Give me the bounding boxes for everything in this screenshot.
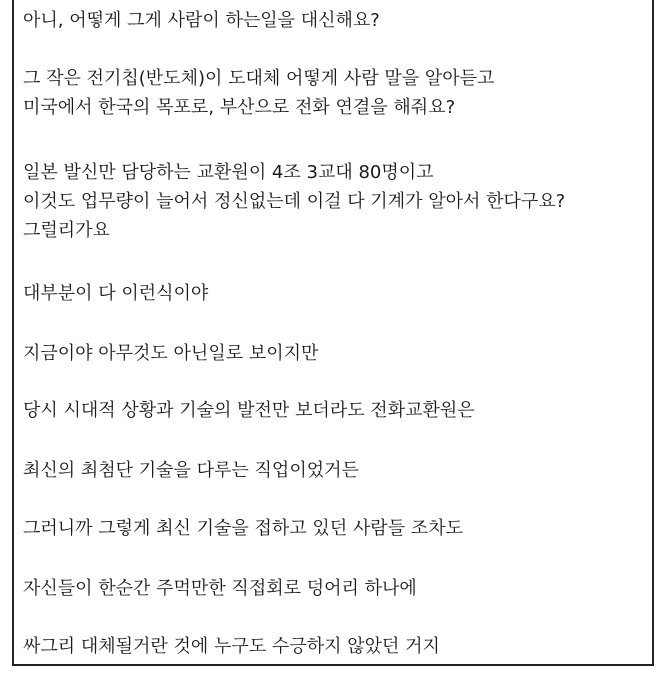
- text-line: 당시 시대적 상황과 기술의 발전만 보더라도 전화교환원은: [23, 400, 475, 421]
- paragraph: [23, 574, 646, 603]
- paragraph: [23, 279, 646, 308]
- text-line: 지금이야 아무것도 아닌일로 보이지만: [23, 343, 319, 364]
- paragraph: [23, 514, 646, 543]
- text-line: 미국에서 한국의 목포로, 부산으로 전화 연결을 해줘요?: [23, 97, 456, 118]
- text-line: 자신들이 한순간 주먹만한 직접회로 덩어리 하나에: [23, 578, 417, 599]
- paragraph: [23, 456, 646, 485]
- text-line: 이것도 업무량이 늘어서 정신없는데 이걸 다 기계가 알아서 한다구요?: [23, 191, 566, 212]
- paragraph: [23, 396, 646, 425]
- paragraph: [23, 339, 646, 368]
- paragraph: [23, 158, 646, 245]
- text-line: 그러니까 그렇게 최신 기술을 접하고 있던 사람들 조차도: [23, 518, 463, 539]
- text-line: 대부분이 다 이런식이야: [23, 283, 209, 304]
- text-line: 그럴리가요: [23, 220, 110, 241]
- paragraph: [23, 632, 646, 661]
- text-line: 싸그리 대체될거란 것에 누구도 수긍하지 않았던 거지: [23, 636, 440, 657]
- text-line: 일본 발신만 담당하는 교환원이 4조 3교대 80명이고: [23, 162, 434, 183]
- paragraph: [23, 6, 646, 35]
- text-line: 최신의 최첨단 기술을 다루는 직업이었거든: [23, 460, 359, 481]
- post-text-box: [12, 0, 654, 666]
- text-line: 그 작은 전기칩(반도체)이 도대체 어떻게 사람 말을 알아듣고: [23, 68, 495, 89]
- paragraph: [23, 64, 646, 122]
- text-line: 아니, 어떻게 그게 사람이 하는일을 대신해요?: [23, 10, 380, 31]
